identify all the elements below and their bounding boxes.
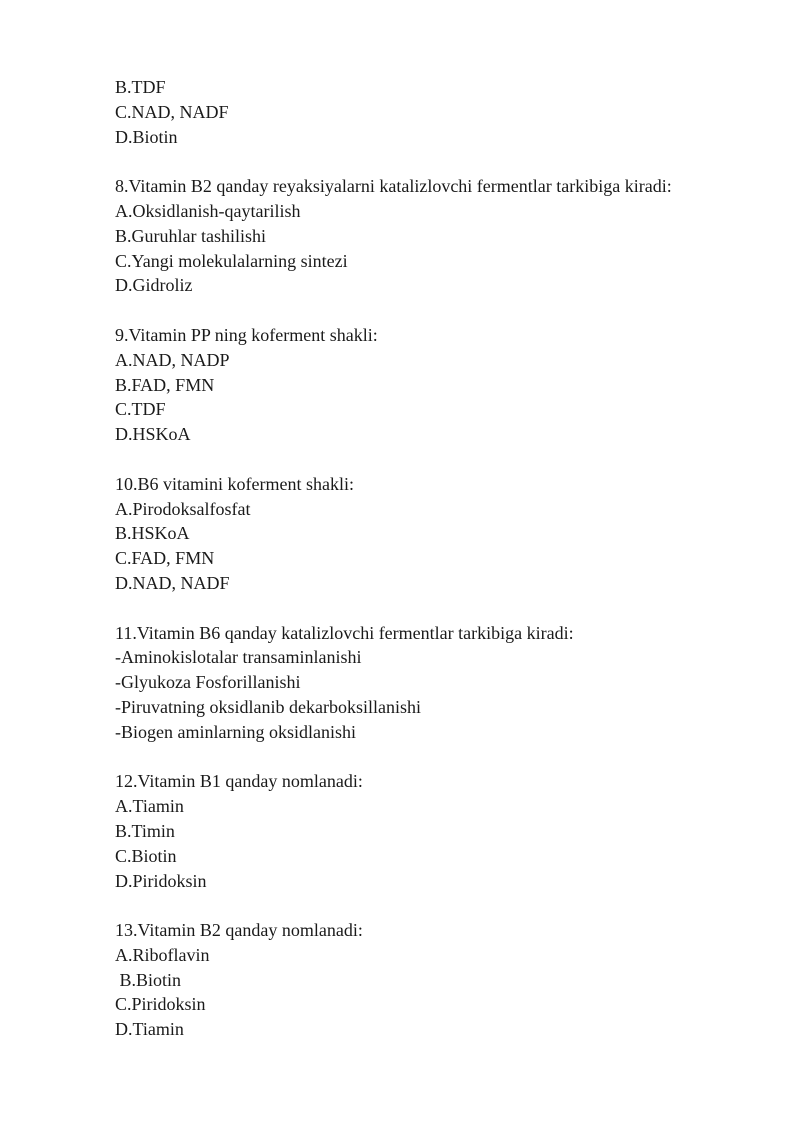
question-text: 11.Vitamin B6 qanday katalizlovchi fermentlar tarkibiga kiradi: bbox=[115, 622, 574, 643]
answer-option: C.Yangi molekulalarning sintezi bbox=[115, 250, 348, 271]
answer-option: D.NAD, NADF bbox=[115, 572, 230, 593]
answer-option: A.Riboflavin bbox=[115, 944, 210, 965]
answer-option: -Piruvatning oksidlanib dekarboksillanishi bbox=[115, 696, 421, 717]
block-spacer bbox=[115, 745, 755, 770]
block-spacer bbox=[115, 298, 755, 323]
question-text: 12.Vitamin B1 qanday nomlanadi: bbox=[115, 771, 363, 792]
question-text: 9.Vitamin PP ning koferment shakli: bbox=[115, 324, 378, 345]
answer-option: C.Piridoksin bbox=[115, 994, 206, 1015]
answer-option: B.HSKoA bbox=[115, 523, 190, 544]
answer-option: -Biogen aminlarning oksidlanishi bbox=[115, 721, 356, 742]
answer-option: A.NAD, NADP bbox=[115, 349, 230, 370]
answer-option: B.TDF bbox=[115, 77, 166, 97]
question-text: 13.Vitamin B2 qanday nomlanadi: bbox=[115, 920, 363, 941]
answer-option: C.FAD, FMN bbox=[115, 548, 215, 569]
block-spacer bbox=[115, 447, 755, 472]
answer-option: D.Gidroliz bbox=[115, 275, 193, 296]
answer-option: C.TDF bbox=[115, 399, 166, 420]
block-spacer bbox=[115, 596, 755, 621]
answer-option: D.Biotin bbox=[115, 126, 178, 147]
question-block bbox=[115, 769, 755, 893]
answer-option: B.FAD, FMN bbox=[115, 374, 215, 395]
answer-option: -Aminokislotalar transaminlanishi bbox=[115, 647, 362, 668]
answer-option: C.NAD, NADF bbox=[115, 101, 229, 122]
document-page bbox=[115, 75, 755, 1042]
question-text: 8.Vitamin B2 qanday reyaksiyalarni katalizlovchi fermentlar tarkibiga kiradi: bbox=[115, 176, 672, 197]
answer-option: D.Tiamin bbox=[115, 1019, 184, 1040]
question-block bbox=[115, 323, 755, 447]
question-block bbox=[115, 472, 755, 596]
question-block bbox=[115, 174, 755, 298]
answer-option: D.Piridoksin bbox=[115, 870, 207, 891]
question-block bbox=[115, 75, 755, 149]
block-spacer bbox=[115, 893, 755, 918]
answer-option: A.Tiamin bbox=[115, 796, 184, 817]
answer-option: B.Guruhlar tashilishi bbox=[115, 225, 266, 246]
answer-option: C.Biotin bbox=[115, 845, 177, 866]
question-block bbox=[115, 621, 755, 745]
answer-option: A.Oksidlanish-qaytarilish bbox=[115, 200, 301, 221]
answer-option: D.HSKoA bbox=[115, 424, 191, 445]
block-spacer bbox=[115, 149, 755, 174]
answer-option: B.Biotin bbox=[115, 969, 182, 990]
answer-option: A.Pirodoksalfosfat bbox=[115, 498, 251, 519]
answer-option: -Glyukoza Fosforillanishi bbox=[115, 672, 301, 693]
answer-option: B.Timin bbox=[115, 820, 175, 841]
question-text: 10.B6 vitamini koferment shakli: bbox=[115, 473, 354, 494]
question-block bbox=[115, 918, 755, 1042]
